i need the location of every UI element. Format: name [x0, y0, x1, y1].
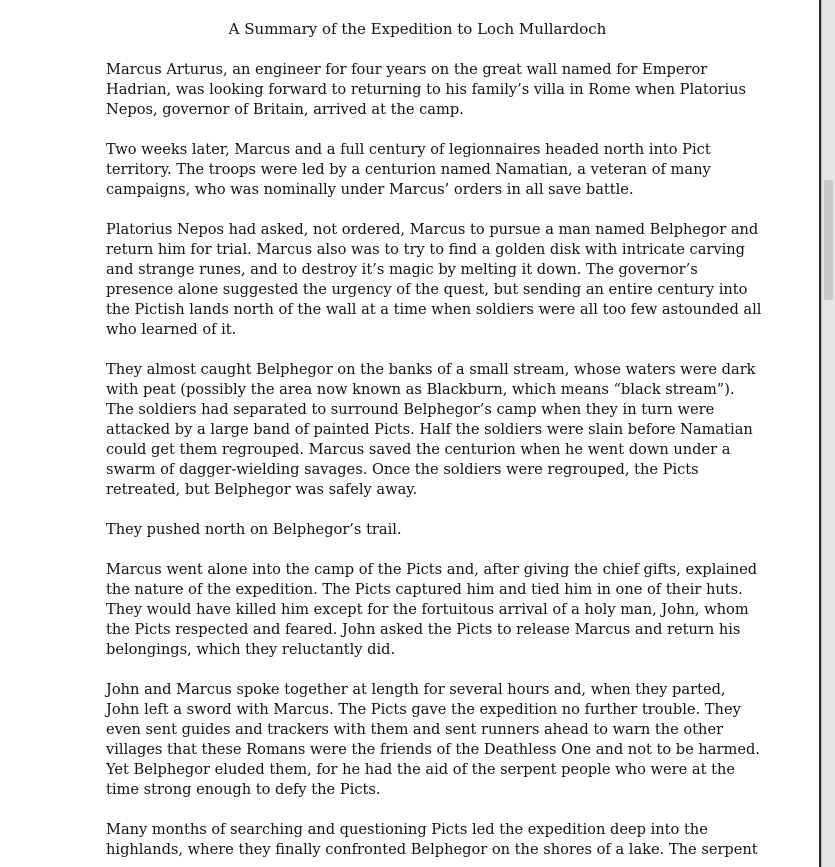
document-body — [106, 60, 762, 867]
text-line: campaigns, who was nominally under Marcus’ orders in all save battle. — [106, 181, 634, 198]
text-line: could get them regrouped. Marcus saved the centurion when he went down under a — [106, 441, 731, 458]
text-line: Hadrian, was looking forward to returning to his family’s villa in Rome when Platorius — [106, 81, 747, 98]
text-line: even sent guides and trackers with them and sent runners ahead to warn the other — [106, 721, 724, 738]
text-line: return him for trial. Marcus also was to try to find a golden disk with intricate carving — [106, 241, 746, 258]
text-line: the Picts respected and feared. John asked the Picts to release Marcus and return his — [106, 621, 741, 638]
text-line: Marcus went alone into the camp of the Picts and, after giving the chief gifts, explained — [106, 561, 758, 578]
vertical-scrollbar[interactable] — [821, 0, 835, 867]
text-line: Platorius Nepos had asked, not ordered, Marcus to pursue a man named Belphegor and — [106, 221, 759, 238]
text-line: The soldiers had separated to surround Belphegor’s camp when they in turn were — [106, 401, 715, 418]
text-line: Nepos, governor of Britain, arrived at the camp. — [106, 101, 464, 118]
text-line: belongings, which they reluctantly did. — [106, 641, 396, 658]
paragraph-7 — [106, 680, 760, 800]
text-line: Two weeks later, Marcus and a full century of legionnaires headed north into Pict — [106, 141, 711, 158]
paragraph-1 — [106, 60, 746, 120]
text-line: swarm of dagger-wielding savages. Once the soldiers were regrouped, the Picts — [106, 461, 699, 478]
text-line: They would have killed him except for the fortuitous arrival of a holy man, John, whom — [106, 601, 749, 618]
paragraph-6 — [106, 560, 758, 660]
text-line: highlands, where they finally confronted Belphegor on the shores of a lake. The serpent — [106, 841, 758, 858]
text-line: Marcus Arturus, an engineer for four years on the great wall named for Emperor — [106, 61, 708, 78]
scrollbar-thumb[interactable] — [824, 180, 833, 300]
text-line: attacked by a large band of painted Picts. Half the soldiers were slain before Namatian — [106, 421, 753, 438]
document-title: A Summary of the Expedition to Loch Mullardoch — [228, 20, 607, 38]
text-line: the nature of the expedition. The Picts captured him and tied him in one of their huts. — [106, 581, 743, 598]
paragraph-2 — [106, 140, 746, 200]
text-line: Yet Belphegor eluded them, for he had the aid of the serpent people who were at the — [106, 761, 735, 778]
text-line: villages that these Romans were the friends of the Deathless One and not to be harmed. — [106, 741, 760, 758]
text-line: presence alone suggested the urgency of the quest, but sending an entire century into — [106, 281, 748, 298]
paragraph-5 — [106, 520, 746, 540]
paragraph-4 — [106, 360, 756, 500]
text-line: John left a sword with Marcus. The Picts gave the expedition no further trouble. They — [106, 701, 741, 718]
text-line: John and Marcus spoke together at length for several hours and, when they parted, — [106, 681, 726, 698]
text-line: Many months of searching and questioning Picts led the expedition deep into the — [106, 821, 708, 838]
text-line: who learned of it. — [106, 321, 237, 338]
text-line: territory. The troops were led by a centurion named Namatian, a veteran of many — [106, 161, 711, 178]
text-line: time strong enough to defy the Picts. — [106, 781, 381, 798]
text-line: and strange runes, and to destroy it’s magic by melting it down. The governor’s — [106, 261, 698, 278]
paragraph-3 — [106, 220, 762, 340]
text-line: the Pictish lands north of the wall at a time when soldiers were all too few astounded all — [106, 301, 762, 318]
text-line: They pushed north on Belphegor’s trail. — [106, 521, 402, 538]
text-line: with peat (possibly the area now known as Blackburn, which means “black stream”). — [106, 381, 735, 398]
text-line: They almost caught Belphegor on the banks of a small stream, whose waters were dark — [106, 361, 756, 378]
paragraph-8 — [106, 820, 758, 860]
text-line: retreated, but Belphegor was safely away. — [106, 481, 418, 498]
